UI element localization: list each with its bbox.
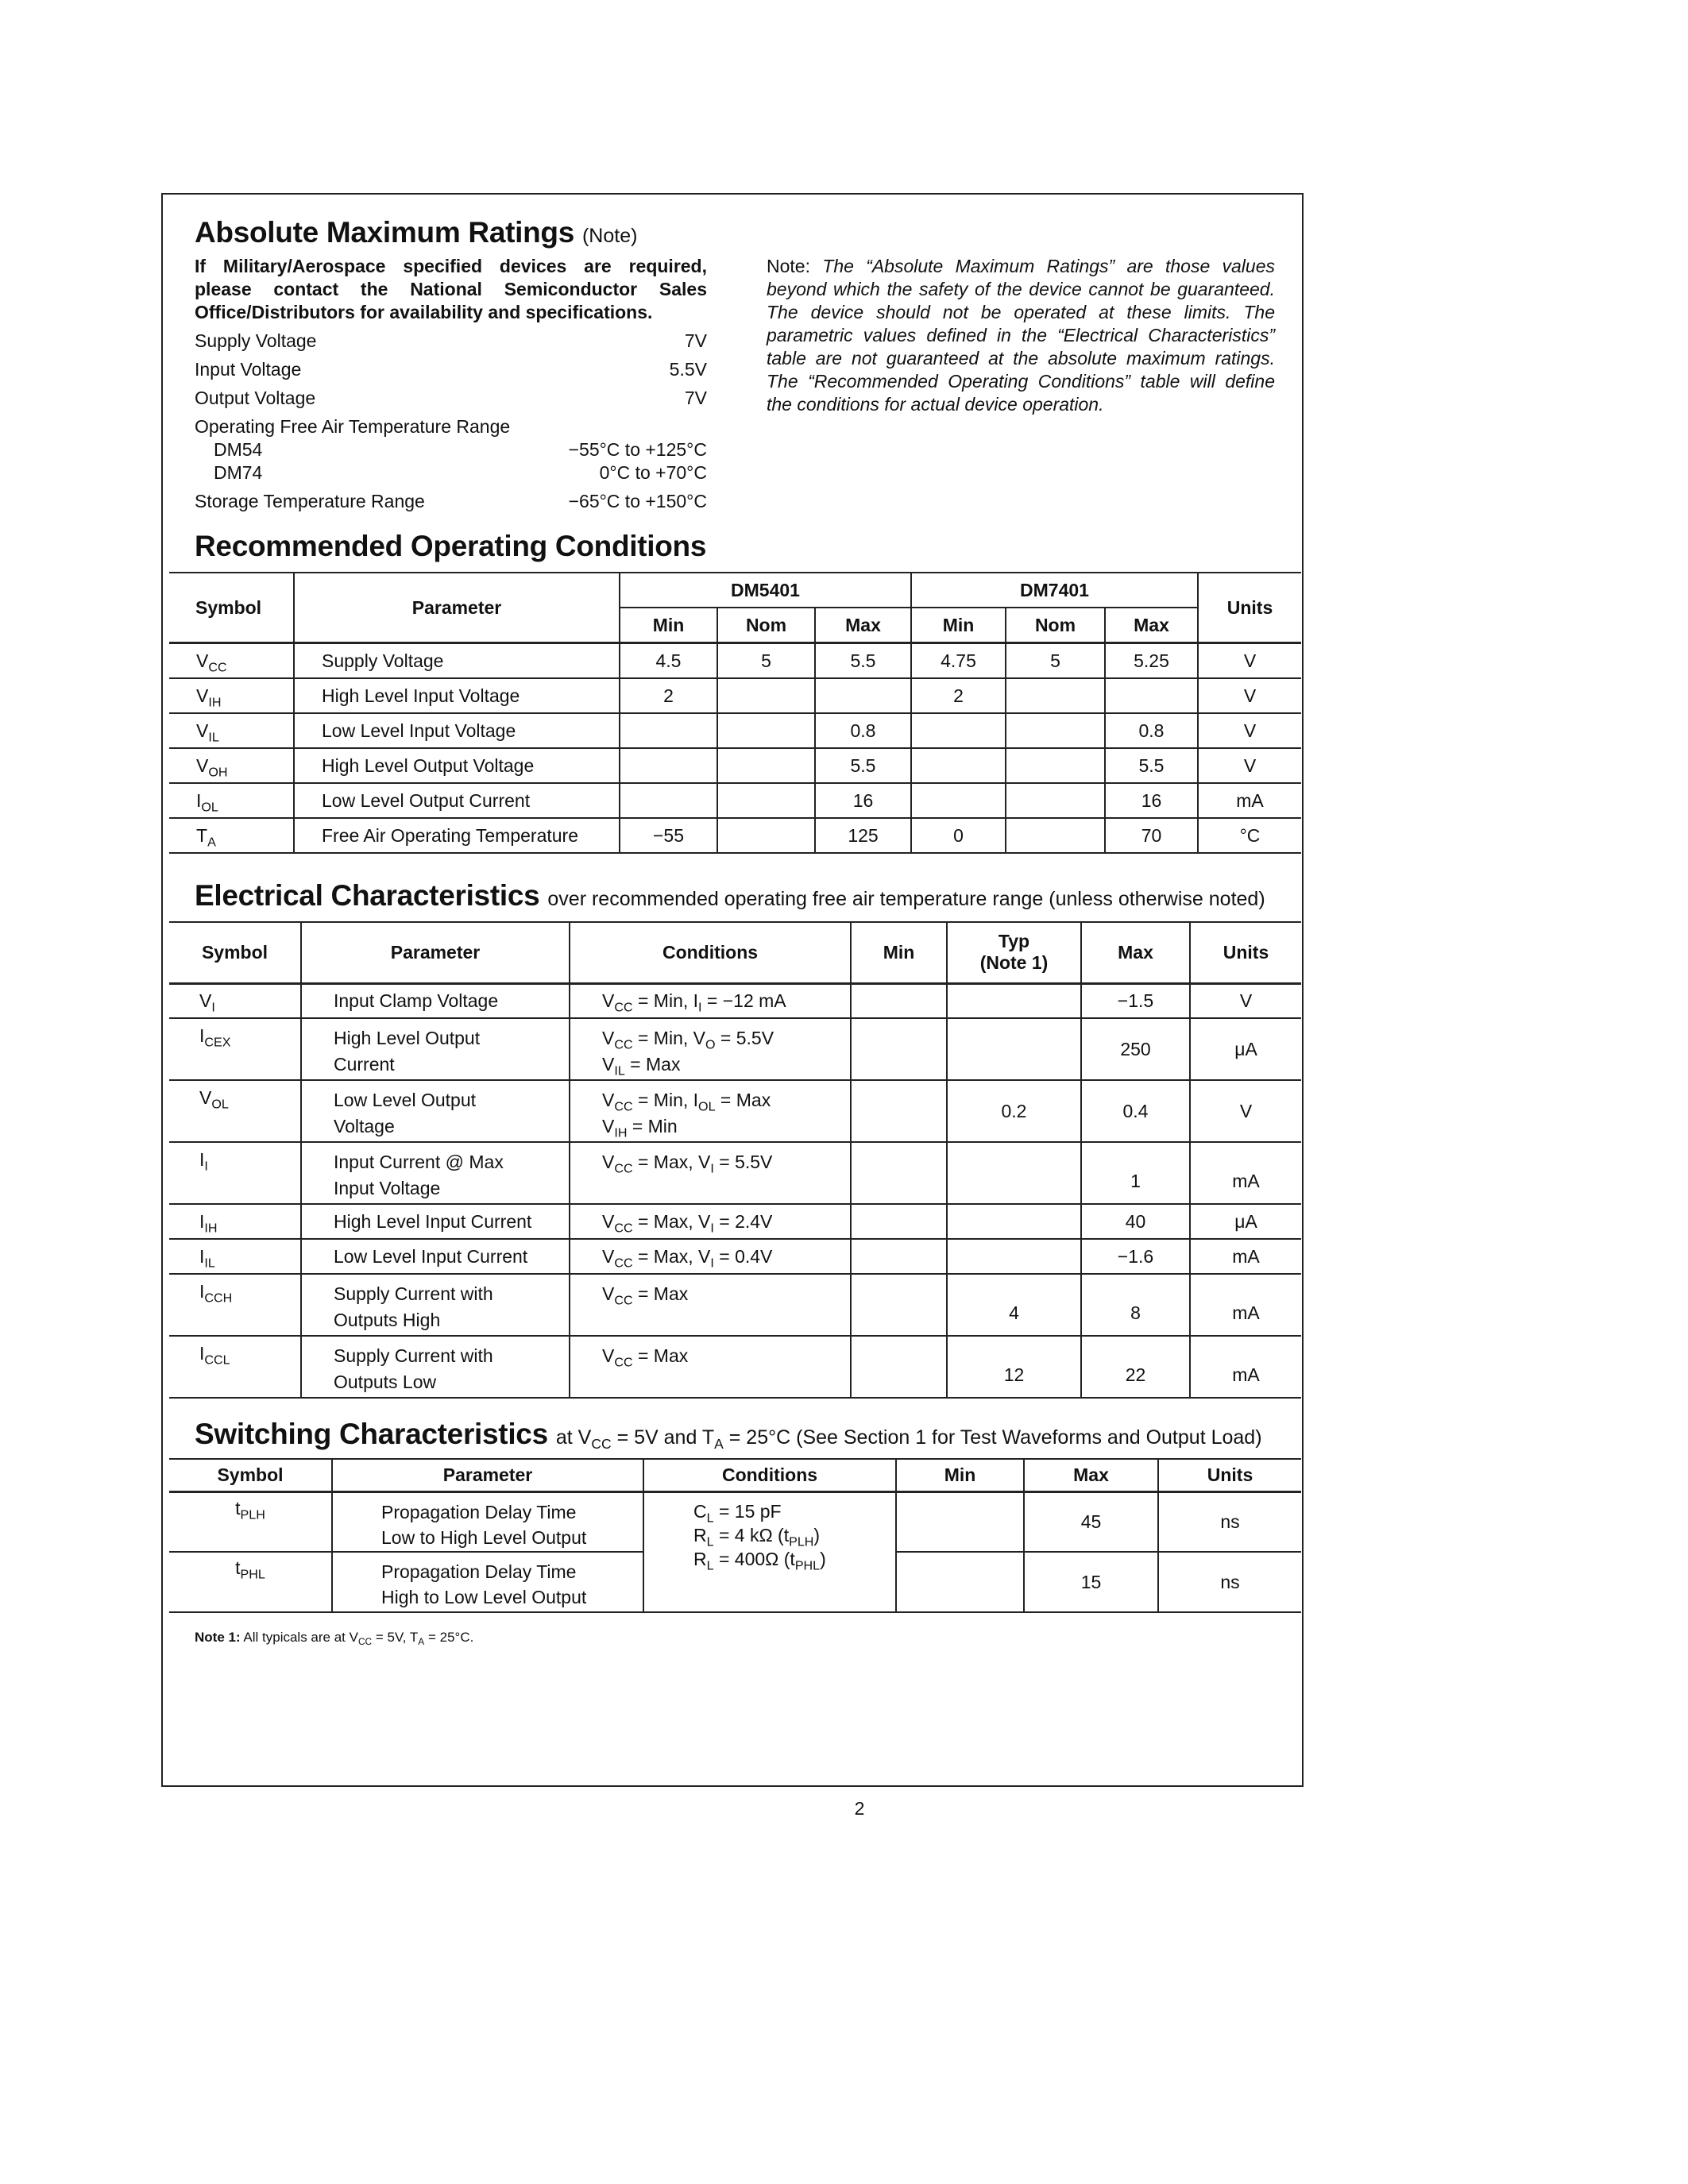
roc-max-2: 70 [1105,818,1198,853]
roc-parameter: Supply Voltage [294,643,620,679]
ec-parameter: Supply Current with Outputs Low [301,1336,570,1398]
sw-max: 45 [1024,1491,1158,1552]
roc-title: Recommended Operating Conditions [195,530,707,562]
roc-min-1: −55 [620,818,717,853]
roc-max-1: 5.5 [815,748,911,783]
ec-min [851,1204,947,1239]
abs-max-row-oftr: Operating Free Air Temperature Range [195,416,511,437]
ec-typ: 4 [947,1274,1081,1336]
ec-conditions: $V_{CC}$ = Max [570,1274,851,1336]
ec-units: mA [1190,1142,1301,1204]
sw-row-tplh [169,1491,1301,1552]
ec-title: Electrical Characteristics over recommended operating free air temperature range (unless otherwise noted) [195,879,1265,912]
sw-max: 15 [1024,1552,1158,1612]
roc-h-max-2: Max [1105,608,1198,643]
ec-units: V [1190,1080,1301,1142]
ec-conditions: $V_{CC}$ = Min, $I_{OL}$ = Max $V_{IH}$ = Min [570,1080,851,1142]
ec-h-units: Units [1190,923,1301,983]
sw-units: ns [1158,1552,1301,1612]
roc-parameter: Low Level Output Current [294,783,620,818]
ec-parameter: Low Level Output Voltage [301,1080,570,1142]
roc-row [169,713,1301,748]
ec-min [851,1274,947,1336]
roc-nom-2: 5 [1006,643,1105,679]
ec-symbol: $I_{IL}$ [199,1245,215,1271]
roc-nom-1 [717,748,815,783]
ec-symbol: $I_{CCL}$ [199,1343,230,1368]
roc-parameter: High Level Input Voltage [294,678,620,713]
ec-units: μA [1190,1018,1301,1080]
roc-h-dm7401: DM7401 [911,573,1198,608]
roc-unit: °C [1198,818,1301,853]
ec-conditions: $V_{CC}$ = Min, $I_I = -12$ mA [570,983,851,1018]
ec-min [851,1018,947,1080]
roc-min-1 [620,748,717,783]
roc-min-2: 2 [911,678,1006,713]
ec-row-vi [169,983,1301,1018]
ec-conditions: $V_{CC}$ = Max, $V_I = 0.4V$ [570,1239,851,1274]
ec-conditions: $V_{CC}$ = Max, $V_I = 5.5V$ [570,1142,851,1204]
abs-max-warning: If Military/Aerospace specified devices are required, please contact the National Semiconductor Sales Office/Distributors for availability and specifications. [195,256,707,322]
sw-parameter: Propagation Delay Time Low to High Level Output [332,1491,643,1552]
roc-symbol: $V_{IH}$ [196,685,222,710]
roc-nom-1: 5 [717,643,815,679]
roc-h-min-1: Min [620,608,717,643]
roc-h-units: Units [1198,573,1301,643]
roc-row [169,643,1301,679]
ec-typ [947,1239,1081,1274]
ec-typ: 12 [947,1336,1081,1398]
roc-row [169,783,1301,818]
ec-symbol: $I_{CEX}$ [199,1025,231,1050]
ec-typ [947,1018,1081,1080]
sw-parameter: Propagation Delay Time High to Low Level Output [332,1552,643,1612]
ec-min [851,1239,947,1274]
sw-h-min: Min [896,1460,1024,1491]
roc-min-2: 4.75 [911,643,1006,679]
ec-h-conditions: Conditions [570,923,851,983]
roc-max-2: 16 [1105,783,1198,818]
ec-h-min: Min [851,923,947,983]
ec-row-icch [169,1274,1301,1336]
ec-min [851,1080,947,1142]
page-number: 2 [854,1798,865,1819]
sw-h-parameter: Parameter [332,1460,643,1491]
roc-unit: mA [1198,783,1301,818]
roc-max-1: 16 [815,783,911,818]
abs-max-row-dm54: DM54 −55°C to +125°C [214,439,707,460]
roc-max-2: 5.25 [1105,643,1198,679]
ec-typ [947,1204,1081,1239]
sw-conditions: $C_L = 15$ pF $R_L = 4$ kΩ $(t_{PLH})$ $R_L = 400\Omega$ $(t_{PHL})$ [643,1491,896,1612]
abs-max-note: Note: The “Absolute Maximum Ratings” are those values beyond which the safety of the device cannot be guaranteed. The device should not be operated at these limits. The parametric values defined in the “Electrical Characteristics” table are not guaranteed at the absolute maximum ratings. The “Recommended Operating Conditions” table will define the conditions for actual device operation. [767,256,1276,415]
roc-min-1 [620,783,717,818]
roc-row [169,748,1301,783]
ec-units: V [1190,983,1301,1018]
roc-parameter: Free Air Operating Temperature [294,818,620,853]
ec-parameter: Low Level Input Current [301,1239,570,1274]
sw-min [896,1491,1024,1552]
ec-units: mA [1190,1336,1301,1398]
ec-parameter: High Level Input Current [301,1204,570,1239]
sw-symbol: $t_{PLH}$ [235,1497,265,1522]
roc-symbol: $I_{OL}$ [196,789,218,815]
ec-h-symbol: Symbol [201,941,268,963]
roc-symbol: $V_{OH}$ [196,754,228,780]
roc-min-1 [620,713,717,748]
roc-parameter: High Level Output Voltage [294,748,620,783]
ec-symbol: $V_I$ [199,990,215,1015]
roc-min-1: 4.5 [620,643,717,679]
ec-max: 8 [1081,1274,1190,1336]
sw-units: ns [1158,1491,1301,1552]
ec-typ [947,1142,1081,1204]
sw-subtitle: at $V_{CC} = 5V$ and $T_A = 25^\circ C$ (See Section 1 for Test Waveforms and Output Load) [555,1426,1262,1453]
roc-h-nom-1: Nom [717,608,815,643]
ec-conditions: $V_{CC}$ = Max, $V_I = 2.4V$ [570,1204,851,1239]
roc-h-min-2: Min [911,608,1006,643]
roc-min-2 [911,713,1006,748]
sw-h-conditions: Conditions [643,1460,896,1491]
ec-symbol: $I_{IH}$ [199,1210,218,1236]
roc-row [169,818,1301,853]
abs-max-row-storage: Storage Temperature Range −65°C to +150°C [195,491,707,511]
ec-row-vol [169,1080,1301,1142]
roc-max-1: 125 [815,818,911,853]
ec-parameter: Supply Current with Outputs High [301,1274,570,1336]
ec-parameter: High Level Output Current [301,1018,570,1080]
roc-nom-1 [717,713,815,748]
roc-min-1: 2 [620,678,717,713]
roc-max-1: 0.8 [815,713,911,748]
ec-subtitle: over recommended operating free air temperature range (unless otherwise noted) [547,888,1265,910]
roc-nom-2 [1006,678,1105,713]
ec-max: 1 [1081,1142,1190,1204]
roc-min-2 [911,748,1006,783]
ec-units: mA [1190,1239,1301,1274]
roc-h-dm5401: DM5401 [620,573,911,608]
ec-row-ii [169,1142,1301,1204]
roc-symbol: $T_A$ [196,824,216,850]
roc-h-symbol: Symbol [169,573,294,643]
roc-nom-2 [1006,783,1105,818]
ec-min [851,1336,947,1398]
ec-parameter: Input Clamp Voltage [301,983,570,1018]
ec-max: −1.6 [1081,1239,1190,1274]
sw-table [169,1460,1301,1613]
ec-symbol: $I_I$ [199,1149,208,1174]
roc-table [169,573,1301,854]
ec-row-icex [169,1018,1301,1080]
sw-h-symbol: Symbol [217,1464,284,1485]
roc-nom-2 [1006,748,1105,783]
roc-min-2 [911,783,1006,818]
roc-unit: V [1198,713,1301,748]
ec-min [851,1142,947,1204]
roc-row [169,678,1301,713]
roc-unit: V [1198,643,1301,679]
roc-max-2 [1105,678,1198,713]
sw-h-max: Max [1024,1460,1158,1491]
abs-max-list [195,330,707,513]
roc-parameter: Low Level Input Voltage [294,713,620,748]
sw-min [896,1552,1024,1612]
sw-title: Switching Characteristics at $V_{CC} = 5V$ and $T_A = 25^\circ C$ (See Section 1 for Test Waveforms and Output Load) [195,1418,1262,1453]
roc-max-2: 5.5 [1105,748,1198,783]
ec-max: 0.4 [1081,1080,1190,1142]
roc-nom-2 [1006,818,1105,853]
abs-max-row-dm74: DM74 0°C to +70°C [214,462,707,483]
ec-max: −1.5 [1081,983,1190,1018]
roc-nom-2 [1006,713,1105,748]
roc-min-2: 0 [911,818,1006,853]
ec-max: 40 [1081,1204,1190,1239]
roc-nom-1 [717,818,815,853]
ec-typ: 0.2 [947,1080,1081,1142]
roc-h-nom-2: Nom [1006,608,1105,643]
ec-table [169,923,1301,1399]
ec-h-max: Max [1081,923,1190,983]
ec-max: 22 [1081,1336,1190,1398]
sw-h-units: Units [1158,1460,1301,1491]
ec-max: 250 [1081,1018,1190,1080]
footnote: Note 1: All typicals are at $V_{CC} = 5V$, $T_A = 25^\circ C$. [195,1630,474,1648]
ec-parameter: Input Current @ Max Input Voltage [301,1142,570,1204]
ec-row-iccl [169,1336,1301,1398]
ec-typ [947,983,1081,1018]
ec-h-typ: Typ (Note 1) [947,923,1081,983]
roc-h-parameter: Parameter [294,573,620,643]
roc-nom-1 [717,678,815,713]
ec-conditions: $V_{CC}$ = Max [570,1336,851,1398]
abs-max-title: Absolute Maximum Ratings (Note) [195,216,638,249]
roc-max-1 [815,678,911,713]
roc-max-2: 0.8 [1105,713,1198,748]
ec-units: mA [1190,1274,1301,1336]
ec-h-parameter: Parameter [301,923,570,983]
roc-max-1: 5.5 [815,643,911,679]
sw-symbol: $t_{PHL}$ [235,1557,265,1582]
roc-nom-1 [717,783,815,818]
roc-unit: V [1198,678,1301,713]
ec-min [851,983,947,1018]
ec-symbol: $I_{CCH}$ [199,1281,233,1306]
roc-h-max-1: Max [815,608,911,643]
roc-symbol: $V_{CC}$ [196,650,227,675]
abs-max-title-note: (Note) [581,225,638,247]
roc-unit: V [1198,748,1301,783]
abs-max-row-supply: Supply Voltage 7V [195,330,707,351]
ec-units: μA [1190,1204,1301,1239]
ec-symbol: $V_{OL}$ [199,1087,229,1112]
ec-conditions: $V_{CC}$ = Min, $V_O = 5.5V$ $V_{IL}$ = Max [570,1018,851,1080]
roc-symbol: $V_{IL}$ [196,720,219,745]
ec-row-iih [169,1204,1301,1239]
abs-max-row-output: Output Voltage 7V [195,388,707,408]
abs-max-row-input: Input Voltage 5.5V [195,359,707,380]
ec-row-iil [169,1239,1301,1274]
